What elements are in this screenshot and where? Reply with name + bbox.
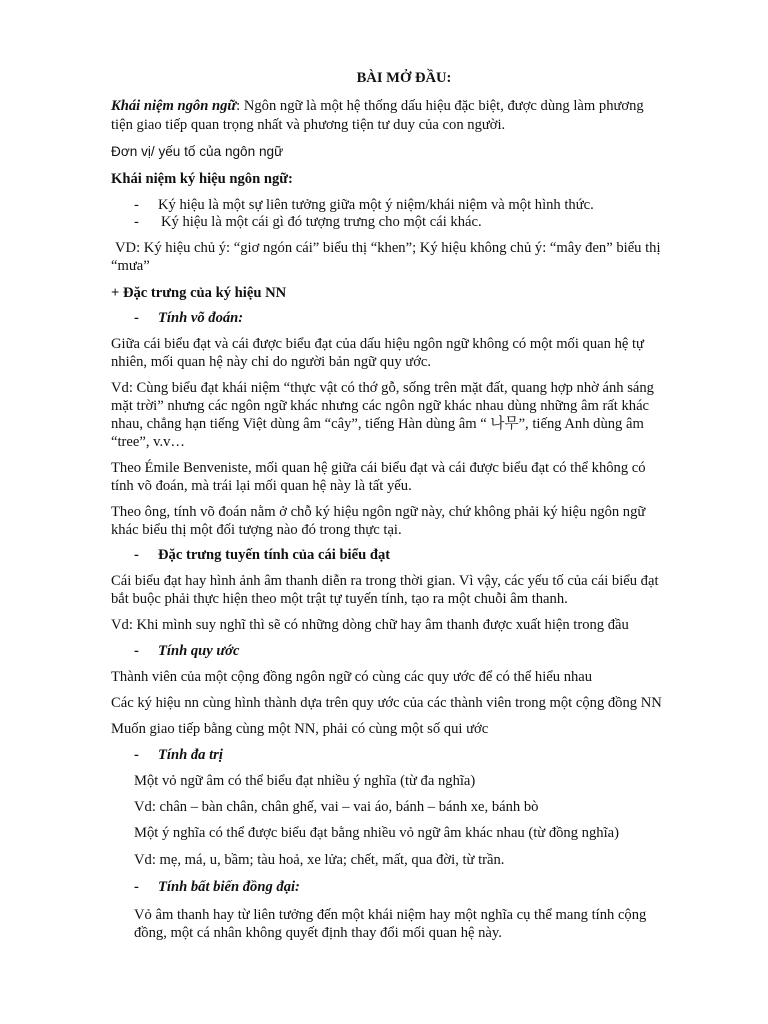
- sign-bullet-1: Ký hiệu là một sự liên tưởng giữa một ý niệm/khái niệm và một hình thức.: [158, 197, 594, 213]
- arbitrary-p1-line-1: Giữa cái biểu đạt và cái được biểu đạt của dấu hiệu ngôn ngữ không có một mối quan hệ tự: [111, 336, 644, 352]
- convention-p2: Các ký hiệu nn cùng hình thành dựa trên quy ước của các thành viên trong một cộng đồng NN: [111, 695, 662, 711]
- arbitrary-p4-line-2: khác biểu thị một đối tượng nào đó trong thực tại.: [111, 522, 402, 538]
- arbitrary-p1-line-2: nhiên, mối quan hệ này chỉ do người bản ngữ quy ước.: [111, 354, 432, 370]
- linear-p1-line-1: Cái biểu đạt hay hình ảnh âm thanh diễn ra trong thời gian. Vì vậy, các yếu tố của cái biểu đạt: [111, 573, 659, 589]
- dash-marker: -: [134, 214, 139, 230]
- dash-marker: -: [134, 643, 139, 659]
- linear-p2: Vd: Khi mình suy nghĩ thì sẽ có những dòng chữ hay âm thanh được xuất hiện trong đầu: [111, 617, 629, 633]
- features-heading: + Đặc trưng của ký hiệu NN: [111, 285, 287, 301]
- linear-heading: Đặc trưng tuyến tính của cái biểu đạt: [158, 547, 391, 563]
- convention-p3: Muốn giao tiếp bằng cùng một NN, phải có cùng một số qui ước: [111, 721, 489, 737]
- invariance-p1-line-2: đồng, một cá nhân không quyết định thay đổi mối quan hệ này.: [134, 925, 502, 941]
- convention-p1: Thành viên của một cộng đồng ngôn ngữ có cùng các quy ước để có thể hiểu nhau: [111, 669, 593, 685]
- example-line-1: VD: Ký hiệu chủ ý: “giơ ngón cái” biểu thị “khen”; Ký hiệu không chủ ý: “mây đen” biểu thị: [115, 240, 661, 256]
- polyvalent-p1: Một vỏ ngữ âm có thể biểu đạt nhiều ý nghĩa (từ đa nghĩa): [134, 773, 476, 789]
- arbitrary-heading: Tính võ đoán:: [158, 310, 244, 326]
- dash-marker: -: [134, 197, 139, 213]
- polyvalent-p4: Vd: mẹ, má, u, bầm; tàu hoả, xe lửa; chết, mất, qua đời, từ trần.: [134, 852, 505, 868]
- polyvalent-p3: Một ý nghĩa có thể được biểu đạt bằng nhiều vỏ ngữ âm khác nhau (từ đồng nghĩa): [134, 825, 619, 841]
- page-title: BÀI MỞ ĐẦU:: [356, 70, 452, 86]
- dash-marker: -: [134, 547, 139, 563]
- arbitrary-p3-line-2: tính võ đoán, mà trái lại mối quan hệ này là tất yếu.: [111, 478, 412, 494]
- arbitrary-p3-line-1: Theo Émile Benveniste, mối quan hệ giữa cái biểu đạt và cái được biểu đạt có thể không có: [111, 460, 646, 476]
- polyvalent-p2: Vd: chân – bàn chân, chân ghế, vai – vai áo, bánh – bánh xe, bánh bò: [134, 799, 539, 815]
- arbitrary-p2-line-1: Vd: Cùng biểu đạt khái niệm “thực vật có thớ gỗ, sống trên mặt đất, quang hợp nhờ ánh sáng: [111, 380, 654, 396]
- convention-heading: Tính quy ước: [158, 643, 240, 659]
- invariance-p1-line-1: Vỏ âm thanh hay từ liên tưởng đến một khái niệm hay một nghĩa cụ thể mang tính cộng: [134, 907, 647, 923]
- linear-p1-line-2: bắt buộc phải thực hiện theo một trật tự tuyến tính, tạo ra một chuỗi âm thanh.: [111, 591, 568, 607]
- intro-line-2: tiện giao tiếp quan trọng nhất và phương tiện tư duy của con người.: [111, 117, 506, 133]
- arbitrary-p2-line-3: nhau, chẳng hạn tiếng Việt dùng âm “cây”, tiếng Hàn dùng âm “ 나무”, tiếng Anh dùng âm: [111, 416, 644, 432]
- polyvalent-heading: Tính đa trị: [158, 747, 223, 763]
- arbitrary-p2-line-2: mặt trời” nhưng các ngôn ngữ khác nhưng các ngôn ngữ khác nhau dùng những âm rất khác: [111, 398, 650, 414]
- dash-marker: -: [134, 747, 139, 763]
- dash-marker: -: [134, 879, 139, 895]
- arbitrary-p4-line-1: Theo ông, tính võ đoán nằm ở chỗ ký hiệu ngôn ngữ này, chứ không phải ký hiệu ngôn ngữ: [111, 504, 646, 520]
- sign-concept-heading: Khái niệm ký hiệu ngôn ngữ:: [111, 171, 293, 187]
- dash-marker: -: [134, 310, 139, 326]
- example-line-2: “mưa”: [111, 258, 150, 274]
- intro-term: Khái niệm ngôn ngữ: [111, 98, 237, 114]
- unit-line: Đơn vị/ yếu tố của ngôn ngữ: [111, 144, 284, 159]
- intro-line-1: Khái niệm ngôn ngữ: Ngôn ngữ là một hệ thống dấu hiệu đặc biệt, được dùng làm phương: [111, 98, 644, 114]
- arbitrary-p2-line-4: “tree”, v.v…: [111, 434, 186, 450]
- invariance-heading: Tính bất biến đồng đại:: [158, 879, 300, 895]
- sign-bullet-2: Ký hiệu là một cái gì đó tượng trưng cho một cái khác.: [161, 214, 482, 230]
